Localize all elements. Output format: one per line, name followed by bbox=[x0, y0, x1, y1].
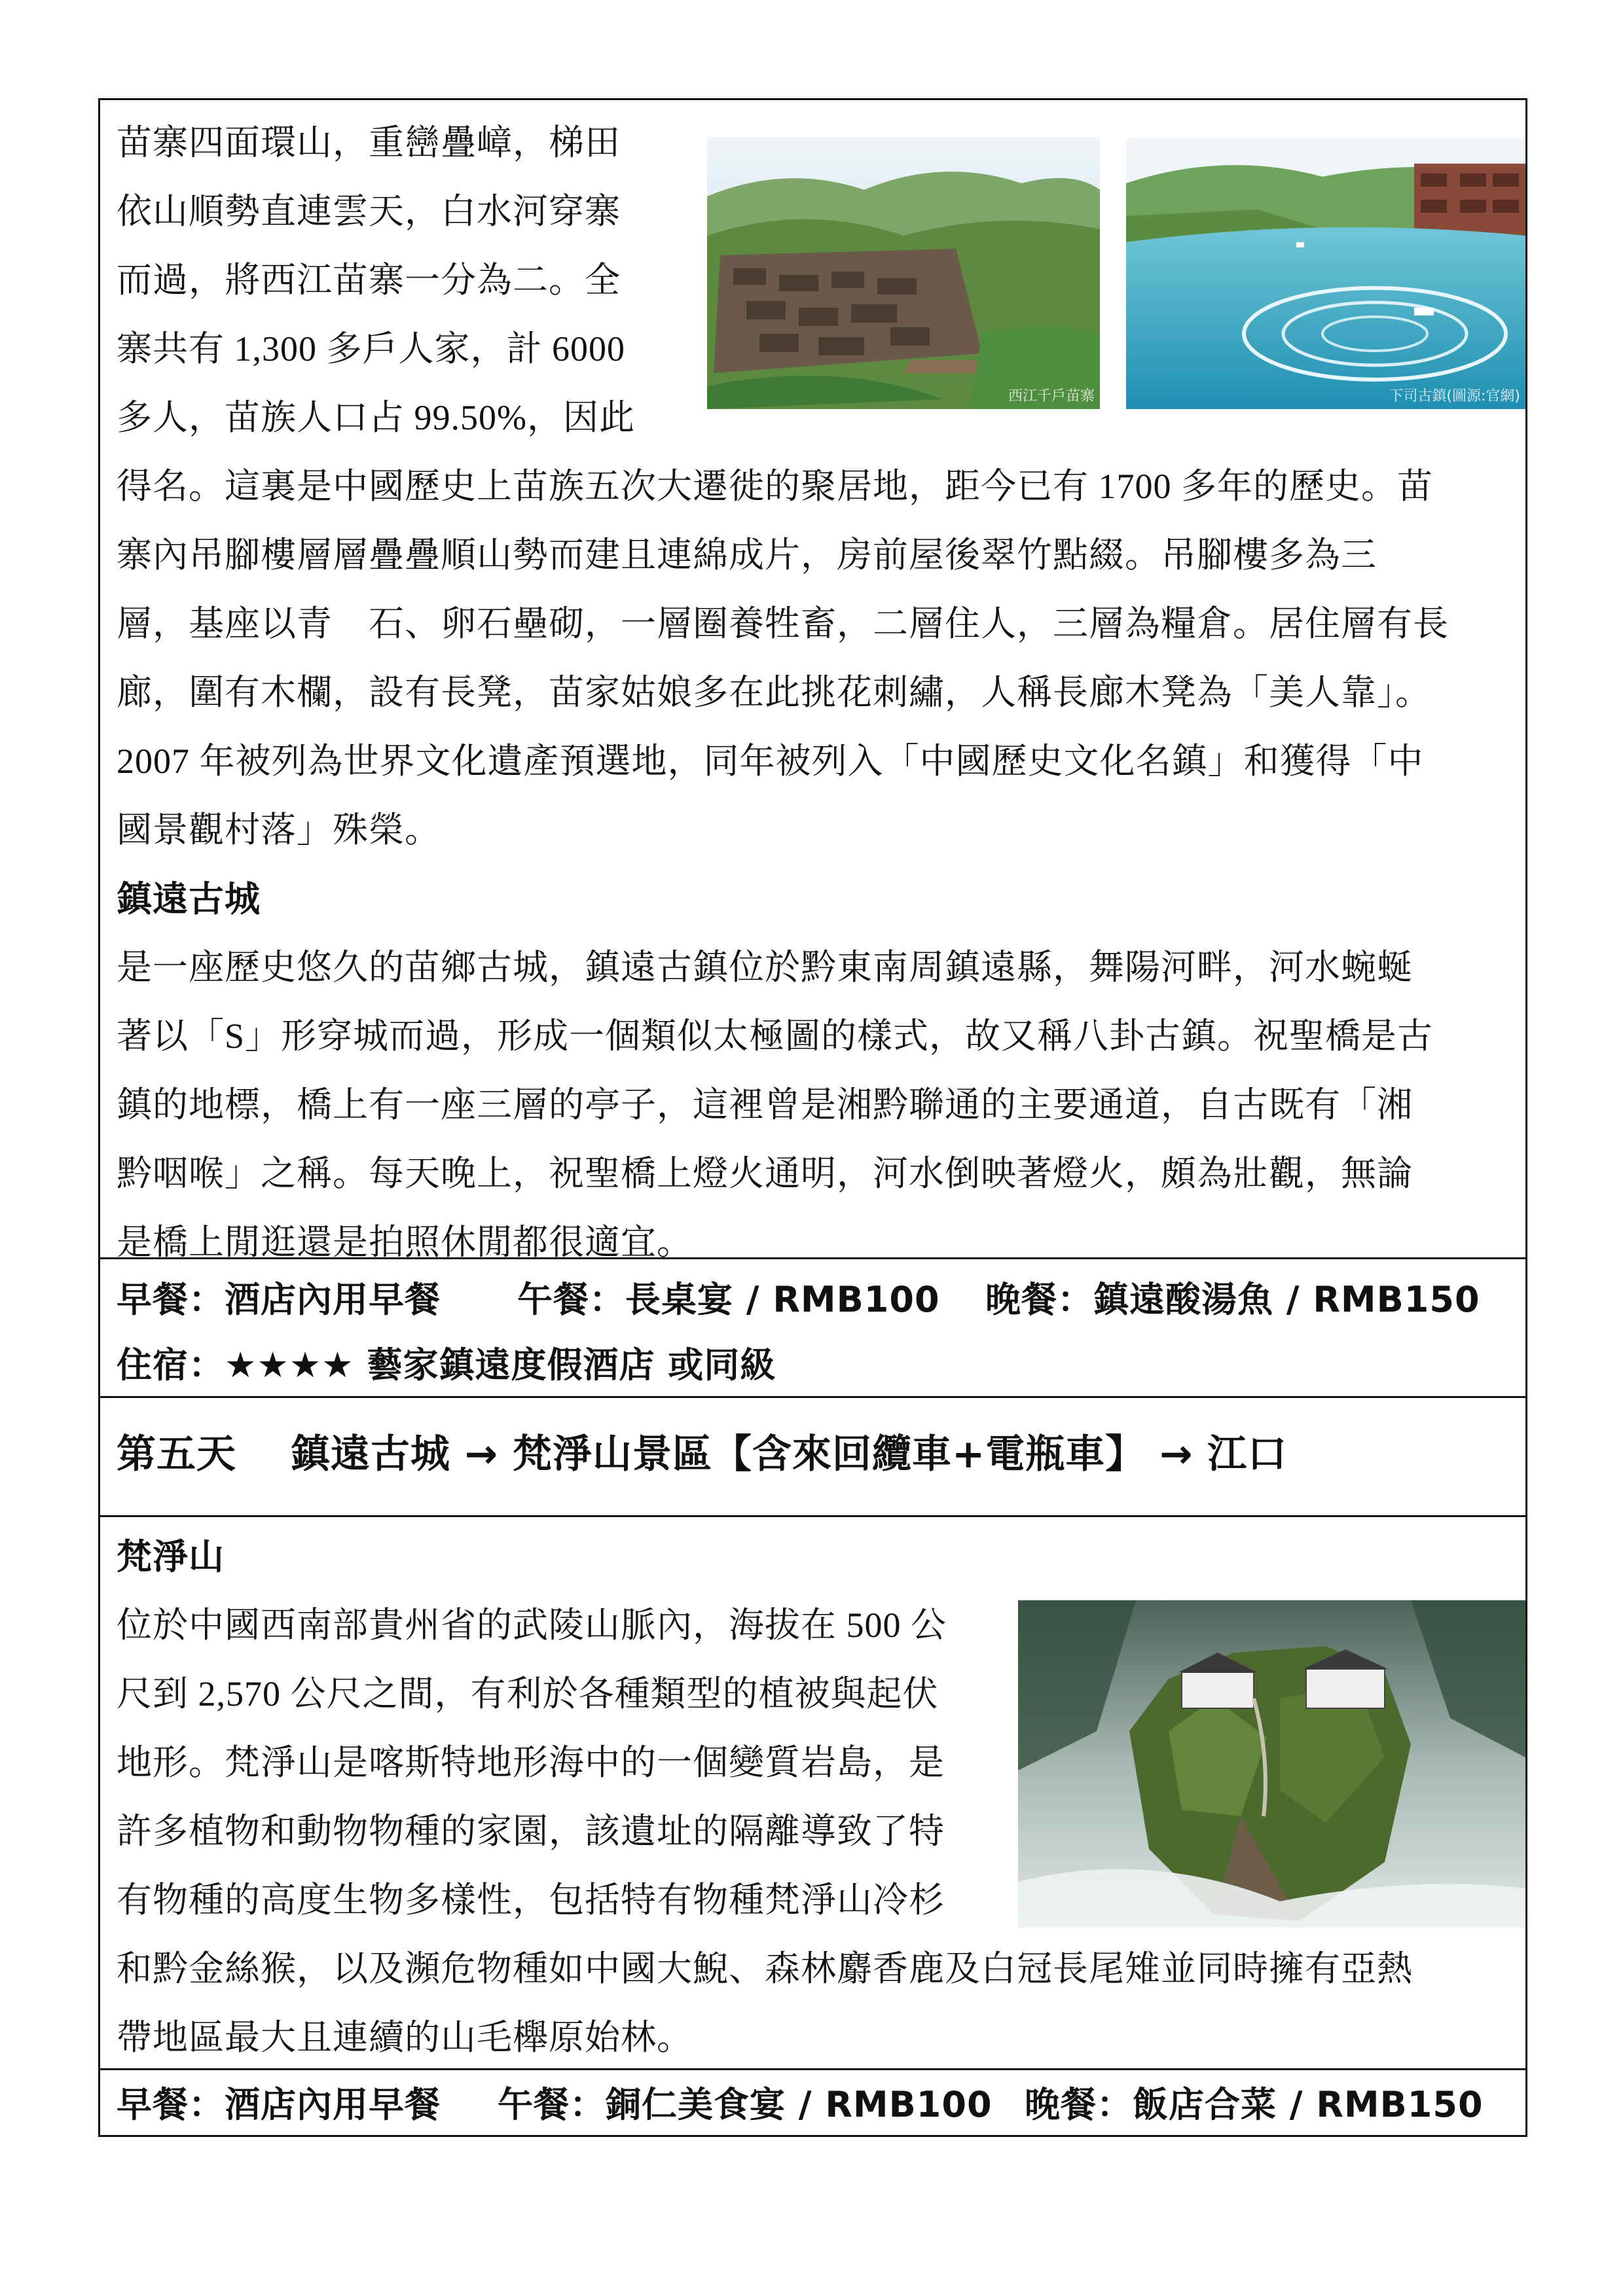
meals2-breakfast: 早餐：酒店內用早餐 bbox=[117, 2084, 441, 2125]
s1-full-4: 廊，圍有木欄，設有長凳，苗家姑娘多在此挑花刺繡，人稱長廊木凳為「美人靠」。 bbox=[117, 673, 1431, 712]
miao-village-photo bbox=[707, 137, 1100, 409]
s2-line-2: 尺到 2,570 公尺之間，有利於各種類型的植被與起伏 bbox=[117, 1674, 939, 1713]
s1-full-3: 層，基座以青 石、卵石壘砌，一層圈養牲畜，二層住人，三層為糧倉。居住層有長 bbox=[117, 604, 1449, 643]
meals1-hotel: 住宿：★★★★ 藝家鎮遠度假酒店 或同級 bbox=[117, 1344, 776, 1386]
s1-line-4: 寨共有 1,300 多戶人家，計 6000 bbox=[117, 329, 625, 368]
s2-line-4: 許多植物和動物物種的家園，該遺址的隔離導致了特 bbox=[117, 1812, 945, 1851]
s2-line-3: 地形。梵淨山是喀斯特地形海中的一個變質岩島，是 bbox=[117, 1743, 945, 1782]
s1-full-5: 2007 年被列為世界文化遺產預選地，同年被列入「中國歷史文化名鎮」和獲得「中 bbox=[117, 742, 1424, 781]
meals2-dinner: 晚餐：飯店合菜 / RMB150 bbox=[1025, 2084, 1484, 2125]
fanjingshan-photo bbox=[1018, 1600, 1525, 1928]
s1-line-3: 而過，將西江苗寨一分為二。全 bbox=[117, 260, 621, 300]
meals1-breakfast: 早餐：酒店內用早餐 bbox=[117, 1279, 441, 1320]
s1-full-1: 得名。這裏是中國歷史上苗族五次大遷徙的聚居地，距今已有 1700 多年的歷史。苗 bbox=[117, 467, 1433, 506]
zhenyuan-line-1: 是一座歷史悠久的苗鄉古城，鎮遠古鎮位於黔東南周鎮遠縣，舞陽河畔，河水蜿蜒 bbox=[117, 948, 1413, 987]
fanjingshan-heading: 梵淨山 bbox=[117, 1536, 225, 1577]
s2-line-1: 位於中國西南部貴州省的武陵山脈內，海拔在 500 公 bbox=[117, 1605, 947, 1645]
meals1-lunch: 午餐：長桌宴 / RMB100 bbox=[517, 1279, 940, 1320]
meals2-lunch: 午餐：銅仁美食宴 / RMB100 bbox=[498, 2084, 993, 2125]
zhenyuan-heading: 鎮遠古城 bbox=[117, 878, 261, 920]
zhenyuan-line-3: 鎮的地標，橋上有一座三層的亭子，這裡曾是湘黔聯通的主要通道，自古既有「湘 bbox=[117, 1085, 1413, 1124]
s2-line-5: 有物種的高度生物多樣性，包括特有物種梵淨山冷杉 bbox=[117, 1880, 945, 1920]
day5-title: 第五天 鎮遠古城 → 梵淨山景區【含來回纜車+電瓶車】 → 江口 bbox=[117, 1431, 1288, 1477]
s1-full-2: 寨內吊腳樓層層疊疊順山勢而建且連綿成片，房前屋後翠竹點綴。吊腳樓多為三 bbox=[117, 535, 1377, 575]
zhenyuan-line-5: 是橋上閒逛還是拍照休閒都很適宜。 bbox=[117, 1223, 693, 1262]
divider-section2 bbox=[98, 1515, 1527, 1517]
zhenyuan-line-4: 黔咽喉」之稱。每天晚上，祝聖橋上燈火通明，河水倒映著燈火，頗為壯觀，無論 bbox=[117, 1154, 1413, 1193]
zhenyuan-line-2: 著以「S」形穿城而過，形成一個類似太極圖的樣式，故又稱八卦古鎮。祝聖橋是古 bbox=[117, 1016, 1434, 1056]
meals1-dinner: 晚餐：鎮遠酸湯魚 / RMB150 bbox=[985, 1279, 1480, 1320]
photo2-caption: 下司古鎮(圖源:官網) bbox=[1389, 388, 1520, 404]
photo1-caption: 西江千戶苗寨 bbox=[1008, 388, 1095, 404]
s2-full-2: 帶地區最大且連續的山毛櫸原始林。 bbox=[117, 2018, 693, 2057]
s2-full-1: 和黔金絲猴，以及瀕危物種如中國大鯢、森林麝香鹿及白冠長尾雉並同時擁有亞熱 bbox=[117, 1949, 1413, 1988]
s1-line-2: 依山順勢直連雲天，白水河穿寨 bbox=[117, 192, 621, 231]
s1-line-1: 苗寨四面環山，重巒疊嶂，梯田 bbox=[117, 123, 621, 162]
s1-line-5: 多人，苗族人口占 99.50%，因此 bbox=[117, 398, 635, 437]
s1-full-6: 國景觀村落」殊榮。 bbox=[117, 810, 441, 850]
river-town-photo bbox=[1126, 137, 1525, 409]
